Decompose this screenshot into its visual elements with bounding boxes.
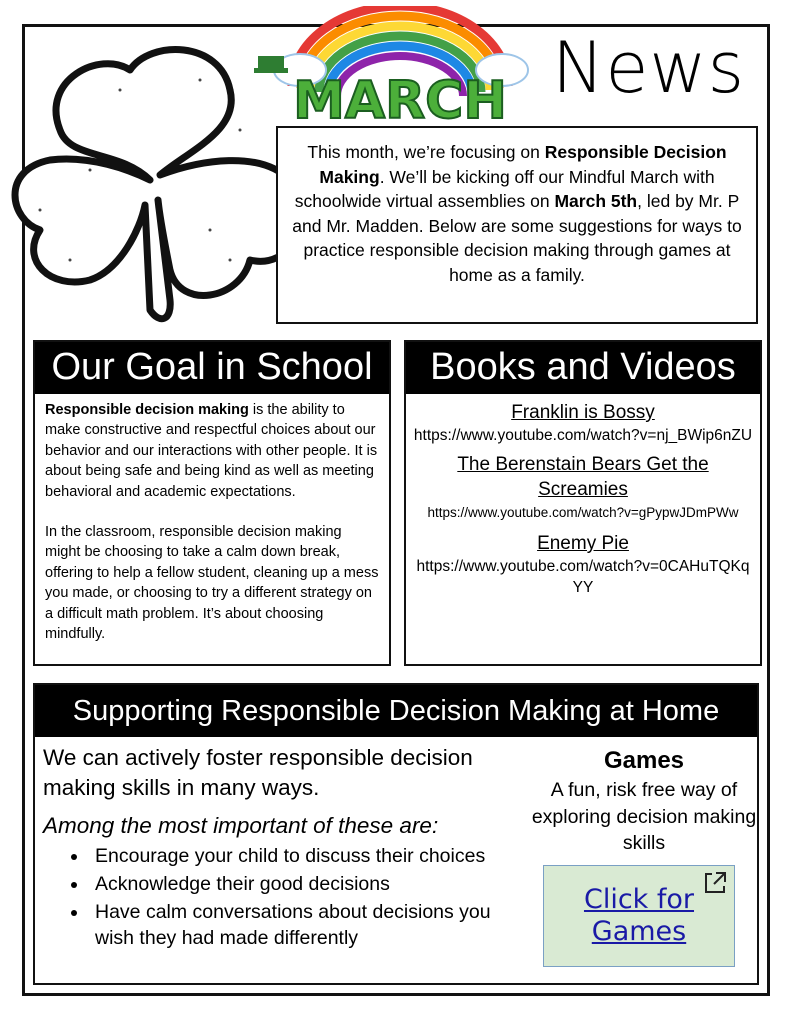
intro-text: This month, we’re focusing on xyxy=(307,142,545,162)
goal-paragraph-1 xyxy=(45,400,379,502)
list-item: • Acknowledge their good decisions xyxy=(89,871,523,897)
goal-paragraph-2: In the classroom, responsible decision making might be choosing to take a calm down break, offering to help a fellow student, cleaning up a mess you made, or choosing to try a different strategy on a difficult math problem. It’s about choosing mindfully. xyxy=(45,524,379,643)
book-url[interactable]: https://www.youtube.com/watch?v=gPypwJDmPWw xyxy=(427,505,739,520)
march-rainbow-logo xyxy=(252,6,548,126)
home-lead: We can actively foster responsible decision making skills in many ways. xyxy=(43,745,473,800)
home-heading: Supporting Responsible Decision Making at Home xyxy=(35,685,757,737)
home-bullet-list xyxy=(43,843,523,951)
intro-box xyxy=(276,126,758,324)
list-item: • Encourage your child to discuss their choices xyxy=(89,843,523,869)
book-link-berenstain[interactable]: The Berenstain Bears Get the Screamies xyxy=(457,454,709,500)
goal-heading: Our Goal in School xyxy=(35,342,389,394)
goal-definition: is the ability to make constructive and respectful choices about our behavior and our interactions with other people. It is about being safe and being kind as well as meeting behavioral and academic expectations. xyxy=(45,402,378,500)
home-panel xyxy=(33,683,759,985)
books-panel xyxy=(404,340,762,666)
goal-term: Responsible decision making xyxy=(45,402,249,418)
intro-text: . We’ll be kicking off our Mindful March with schoolwide virtual assemblies on xyxy=(294,166,715,212)
external-link-icon xyxy=(702,870,728,896)
games-description: A fun, risk free way of exploring decision making skills xyxy=(531,779,757,854)
news-title: News xyxy=(548,30,749,107)
intro-text: , led by Mr. P and Mr. Madden. Below are some suggestions for ways to practice responsible decision making through games at home as a family. xyxy=(292,191,742,285)
books-heading: Books and Videos xyxy=(406,342,760,394)
home-lead-italic: Among the most important of these are: xyxy=(43,813,439,838)
march-logo-text: MARCH xyxy=(293,71,507,126)
games-title: Games xyxy=(603,747,685,774)
goal-panel xyxy=(33,340,391,666)
click-for-games-button[interactable] xyxy=(543,865,735,967)
book-link-enemy-pie[interactable]: Enemy Pie xyxy=(537,533,629,554)
book-url[interactable]: https://www.youtube.com/watch?v=0CAHuTQKqYY xyxy=(416,558,750,596)
list-item: • Have calm conversations about decisions you wish they had made differently xyxy=(89,899,523,951)
book-url[interactable]: https://www.youtube.com/watch?v=nj_BWip6nZU xyxy=(413,427,753,444)
book-link-franklin[interactable]: Franklin is Bossy xyxy=(511,402,655,423)
intro-bold: Responsible Decision Making xyxy=(319,142,727,187)
intro-date: March 5th xyxy=(554,191,638,212)
games-link-label[interactable]: Click for Games xyxy=(583,884,695,947)
